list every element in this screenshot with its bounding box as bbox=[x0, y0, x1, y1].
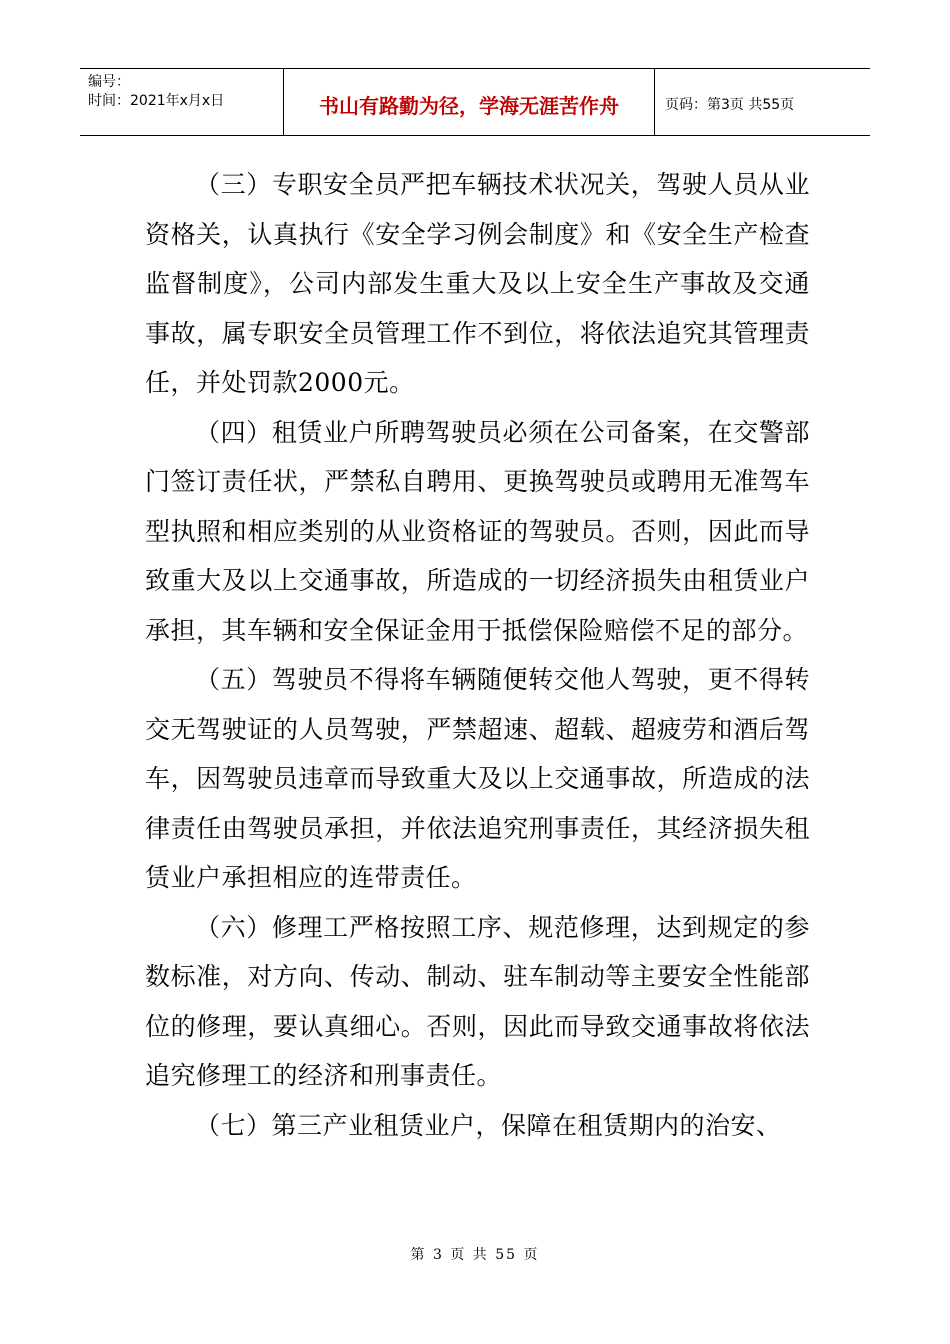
paragraph-6: （六）修理工严格按照工序、规范修理，达到规定的参数标准，对方向、传动、制动、驻车制动等主要安全性能部位的修理，要认真细心。否则，因此而导致交通事故将依法追究修理工的经济和刑事责任。 bbox=[145, 912, 810, 1090]
paragraph-4: （四）租赁业户所聘驾驶员必须在公司备案，在交警部门签订责任状，严禁私自聘用、更换驾驶员或聘用无准驾车型执照和相应类别的从业资格证的驾驶员。否则，因此而导致重大及以上交通事故，所造成的一切经济损失由租赁业户承担，其车辆和安全保证金用于抵偿保险赔偿不足的部分。 bbox=[145, 417, 810, 645]
page-footer bbox=[0, 1244, 950, 1264]
footer-page-number: 第 3 页 共 55 页 bbox=[410, 1247, 540, 1263]
header-motto: 书山有路勤为径，学海无涯苦作舟 bbox=[319, 93, 619, 118]
paragraph-7: （七）第三产业租赁业户，保障在租赁期内的治安、 bbox=[195, 1110, 782, 1140]
document-date-label: 时间：2021年x月x日 bbox=[88, 93, 225, 109]
header-motto-cell bbox=[283, 69, 655, 135]
paragraph-3: （三）专职安全员严把车辆技术状况关，驾驶人员从业资格关，认真执行《安全学习例会制度》和《安全生产检查监督制度》，公司内部发生重大及以上安全生产事故及交通事故，属专职安全员管理工作不到位，将依法追究其管理责任，并处罚款2000元。 bbox=[145, 170, 810, 397]
header-page-cell bbox=[655, 69, 870, 135]
document-number-label: 编号： bbox=[88, 74, 130, 90]
paragraph-5: （五）驾驶员不得将车辆随便转交他人驾驶，更不得转交无驾驶证的人员驾驶，严禁超速、超载、超疲劳和酒后驾车，因驾驶员违章而导致重大及以上交通事故，所造成的法律责任由驾驶员承担，并依法追究刑事责任，其经济损失租赁业户承担相应的连带责任。 bbox=[145, 665, 810, 892]
document-body bbox=[145, 160, 810, 1150]
header-meta-cell bbox=[80, 69, 283, 135]
header-page-number: 页码：第3页 共55页 bbox=[665, 97, 795, 113]
page-header bbox=[80, 68, 870, 136]
